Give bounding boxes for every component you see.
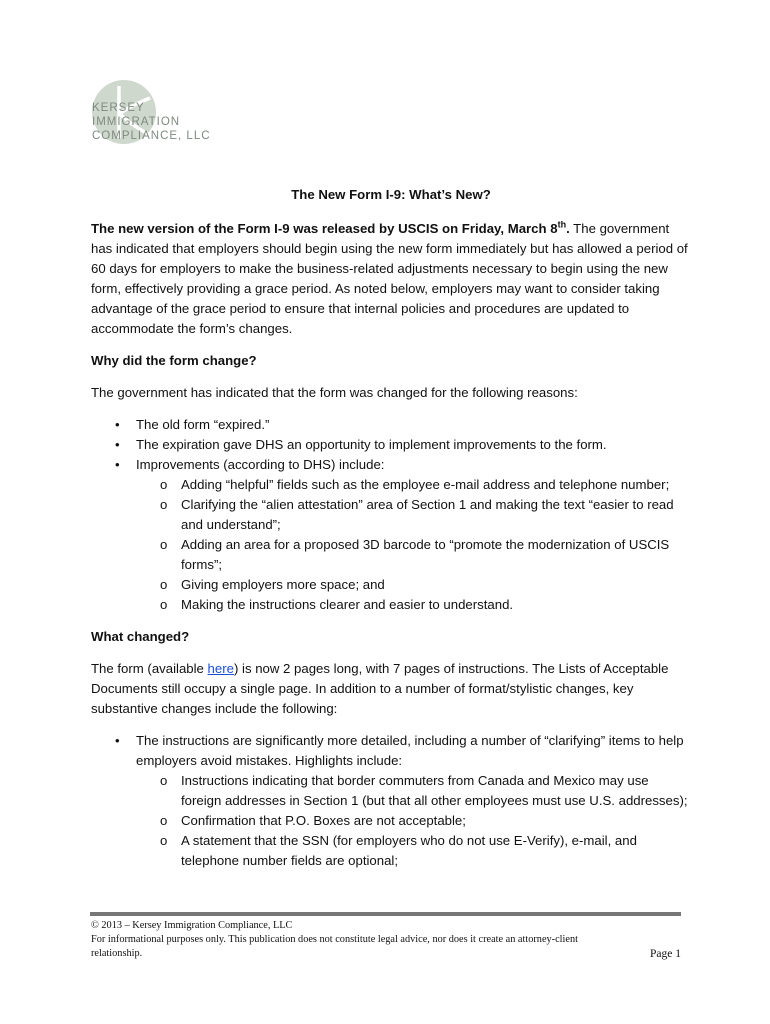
intro-bold-lead: The new version of the Form I-9 was released by USCIS on Friday, March 8 <box>91 221 558 236</box>
list-item-text: The instructions are significantly more detailed, including a number of “clarifying” items to help employers avoid mistakes. Highlights include: <box>136 733 684 768</box>
list-item-text: Improvements (according to DHS) include: <box>136 457 385 472</box>
document-title: The New Form I-9: What’s New? <box>291 187 491 202</box>
list-item: • The old form “expired.” <box>91 415 691 435</box>
list-item: o Making the instructions clearer and easier to understand. <box>136 595 691 615</box>
logo-line-3: COMPLIANCE, LLC <box>92 130 211 142</box>
logo-line-2: IMMIGRATION <box>92 116 181 128</box>
what-sub-list <box>136 771 691 871</box>
page-footer <box>91 919 681 961</box>
page-number: Page 1 <box>650 948 681 960</box>
list-item: o Confirmation that P.O. Boxes are not acceptable; <box>136 811 691 831</box>
intro-superscript: th <box>557 219 567 230</box>
intro-rest: The government has indicated that employers should begin using the new form immediately but has allowed a period of 60 days for employers to make the business-related adjustments necessary to begin using the new form, effectively providing a grace period. As noted below, employers may want to consider taking advantage of the grace period to ensure that internal policies and procedures are updated to accommodate the form’s changes. <box>91 221 688 336</box>
what-paragraph <box>91 659 691 719</box>
list-item: • The expiration gave DHS an opportunity to implement improvements to the form. <box>91 435 691 455</box>
why-sub-list <box>136 475 691 615</box>
list-item <box>91 455 691 615</box>
footer-disclaimer-line-1: For informational purposes only. This publication does not constitute legal advice, nor does it create an attorney-client <box>91 934 578 945</box>
logo-line-1: KERSEY <box>92 102 145 114</box>
what-text-end: ) is now 2 pages long, with 7 pages of instructions. The Lists of Acceptable Documents still occupy a single page. In addition to a number of format/stylistic changes, key substantive changes include the following: <box>91 661 669 716</box>
footer-divider <box>90 912 681 916</box>
list-item <box>91 731 691 871</box>
list-item: o A statement that the SSN (for employers who do not use E-Verify), e-mail, and telephone number fields are optional; <box>136 831 691 871</box>
intro-bold-end: . <box>566 221 570 236</box>
form-here-link[interactable]: here <box>207 661 234 676</box>
document-body <box>91 185 691 883</box>
why-bullet-list <box>91 415 691 615</box>
footer-copyright: © 2013 – Kersey Immigration Compliance, LLC <box>91 920 293 931</box>
why-lead: The government has indicated that the form was changed for the following reasons: <box>91 385 578 400</box>
list-item: o Adding an area for a proposed 3D barcode to “promote the modernization of USCIS forms”; <box>136 535 691 575</box>
logo-wordmark <box>92 101 211 143</box>
list-item: o Clarifying the “alien attestation” area of Section 1 and making the text “easier to read and understand”; <box>136 495 691 535</box>
list-item: o Adding “helpful” fields such as the employee e-mail address and telephone number; <box>136 475 691 495</box>
intro-paragraph <box>91 219 691 339</box>
list-item: o Giving employers more space; and <box>136 575 691 595</box>
what-heading: What changed? <box>91 629 190 644</box>
why-heading: Why did the form change? <box>91 353 257 368</box>
footer-disclaimer-line-2: relationship. <box>91 948 143 959</box>
what-bullet-list <box>91 731 691 871</box>
list-item: o Instructions indicating that border commuters from Canada and Mexico may use foreign addresses in Section 1 (but that all other employees must use U.S. addresses); <box>136 771 691 811</box>
what-text-start: The form (available <box>91 661 208 676</box>
